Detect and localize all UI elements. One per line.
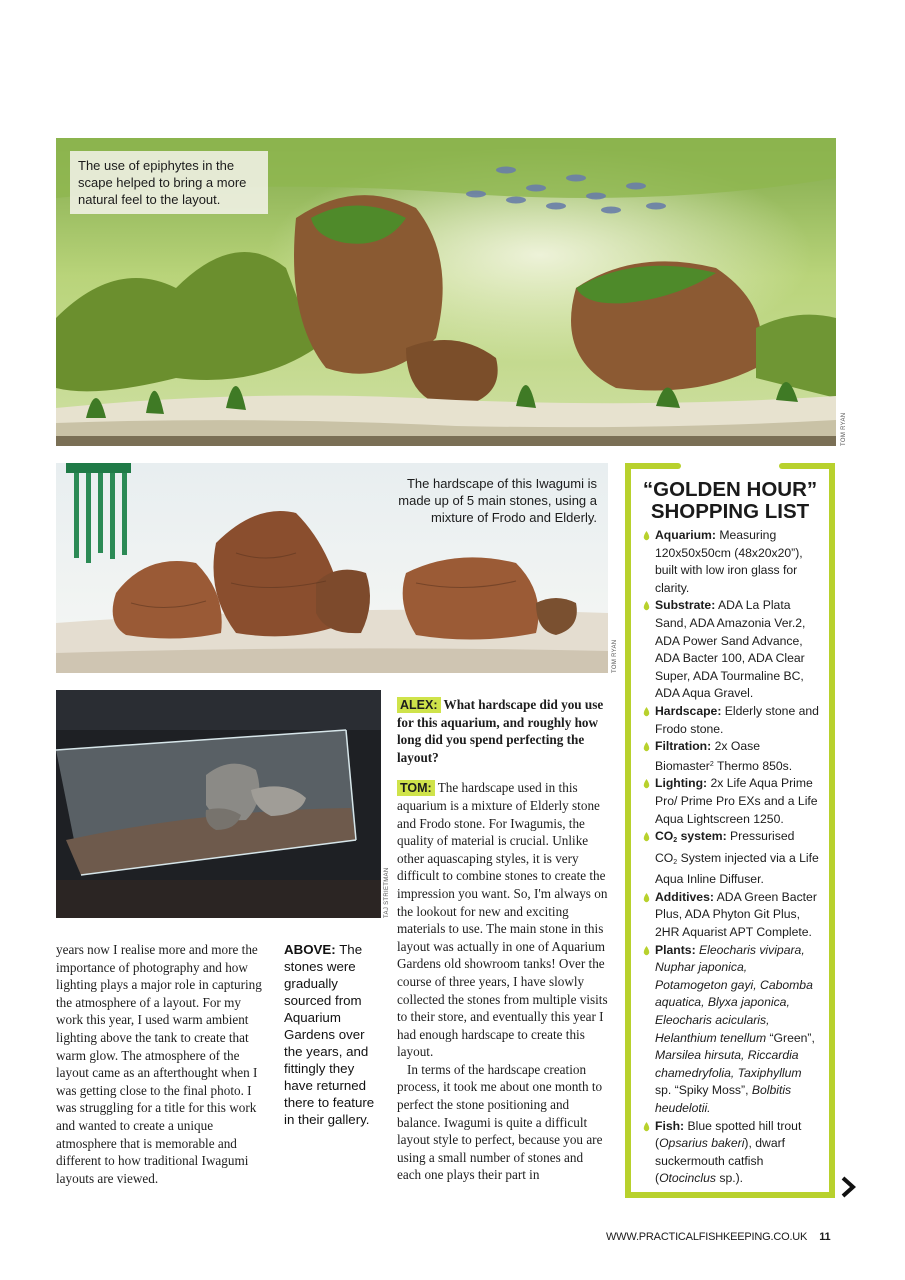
co2-label-a: CO bbox=[655, 829, 674, 844]
article-paragraph: years now I realise more and more the importance of photography and how lighting plays a major role in capturing the atmosphere of a layout. For my work this year, I used warm ambient lighting above the tank to create that warm glow. The atmosphere of the layout came as an afterthought when I was getting close to the final photo. I was struggling for a title for this work and wanted to create a unique atmosphere that is memorable and different to how traditional Iwagumi layouts are viewed. bbox=[56, 942, 262, 1186]
leaf-bullet-icon bbox=[643, 893, 650, 903]
fish-text-4: Otocinclus bbox=[659, 1171, 716, 1186]
footer-url: WWW.PRACTICALFISHKEEPING.CO.UK bbox=[606, 1231, 808, 1243]
lighting-label: Lighting: bbox=[655, 776, 708, 791]
filtration-superscript: 2 bbox=[709, 760, 714, 768]
co2-label bbox=[655, 829, 727, 843]
shopping-title-line-2: SHOPPING LIST bbox=[650, 500, 810, 523]
plants-text-1: Eleocharis vivipara, Nuphar japonica, Potamogeton gayi, Cabomba aquatica, Blyxa japonica, Eleocharis acicularis, Helanthium tenellum bbox=[655, 942, 813, 1045]
article-left-column bbox=[56, 941, 271, 1187]
co2-label-b: system: bbox=[677, 829, 727, 844]
list-item-fish bbox=[643, 1118, 819, 1188]
leaf-bullet-icon bbox=[643, 779, 650, 789]
page-number: 11 bbox=[819, 1231, 831, 1243]
answer-speaker-tag: TOM: bbox=[397, 780, 435, 796]
leaf-bullet-icon bbox=[643, 707, 650, 717]
co2-text-subscript: 2 bbox=[673, 858, 678, 866]
plants-label: Plants: bbox=[655, 942, 696, 957]
hardscape-text: Elderly stone and Frodo stone. bbox=[655, 703, 819, 736]
above-caption-label: ABOVE: bbox=[284, 942, 336, 957]
continue-arrow-icon bbox=[840, 1176, 856, 1198]
plants-text-4: sp. “Spiky Moss”, bbox=[655, 1083, 752, 1098]
empty-tank-photo-credit: TAJ STRIETMAN bbox=[384, 867, 390, 918]
substrate-text: ADA La Plata Sand, ADA Amazonia Ver.2, ADA Power Sand Advance, ADA Bacter 100, ADA Clear Super, ADA Tourmaline BC, ADA Aqua Gravel. bbox=[655, 598, 806, 701]
shopping-list-box bbox=[625, 463, 835, 1198]
answer-paragraph-1 bbox=[397, 779, 609, 1061]
plants-text-2: “Green”, bbox=[766, 1030, 815, 1045]
shopping-title-line-1: “GOLDEN HOUR” bbox=[642, 478, 818, 501]
shopping-list bbox=[631, 527, 829, 1188]
lighting-text: 2x Life Aqua Prime Pro/ Prime Pro EXs and a Life Aqua Lightscreen 1250. bbox=[655, 776, 818, 826]
hardscape-label: Hardscape: bbox=[655, 703, 722, 718]
list-item-plants bbox=[643, 942, 819, 1118]
filtration-text-a: 2x Oase Biomaster bbox=[655, 739, 760, 773]
list-item-hardscape bbox=[643, 703, 819, 738]
fish-text-1: Blue spotted hill trout ( bbox=[655, 1118, 802, 1151]
aquarium-text: Measuring 120x50x50cm (48x20x20”), built with low iron glass for clarity. bbox=[655, 528, 803, 595]
list-item-additives bbox=[643, 889, 819, 942]
plants-text-5: Bolbitis heudelotii. bbox=[655, 1083, 792, 1115]
fish-text-3: ), dwarf suckermouth catfish ( bbox=[655, 1136, 786, 1186]
fish-label: Fish: bbox=[655, 1118, 685, 1133]
interview-question bbox=[397, 696, 609, 766]
co2-text-b: System injected via a Life Aqua Inline Diffuser. bbox=[655, 850, 819, 887]
hardscape-photo-credit: TOM RYAN bbox=[612, 639, 618, 673]
page-footer bbox=[606, 1231, 830, 1243]
shopping-list-title bbox=[631, 479, 829, 523]
filtration-label: Filtration: bbox=[655, 739, 712, 754]
co2-label-subscript: 2 bbox=[673, 837, 678, 845]
list-item-co2 bbox=[643, 828, 819, 889]
hardscape-photo-caption: The hardscape of this Iwagumi is made up of 5 main stones, using a mixture of Frodo and Elderly. bbox=[398, 476, 597, 525]
empty-tank-illustration bbox=[56, 690, 381, 918]
co2-text-a: Pressurised CO bbox=[655, 829, 795, 865]
fish-text-5: sp.). bbox=[715, 1171, 744, 1186]
additives-text: ADA Green Bacter Plus, ADA Phyton Git Plus, 2HR Aquarist APT Complete. bbox=[655, 889, 817, 940]
fish-text-2: Opsarius bakeri bbox=[659, 1136, 745, 1151]
leaf-bullet-icon bbox=[643, 1122, 650, 1132]
answer-text-1: The hardscape used in this aquarium is a mixture of Elderly stone and Frodo stone. For Iwagumis, the quality of material is crucial. Unlike other aquascaping styles, it is very difficult to combine stones to create the impression you want. So, I'm always on the lookout for new and exciting materials to use. The main stone in this layout was actually in one of Aquarium Gardens old showroom tanks! Over the course of three years, I have slowly collected the stones from multiple visits to their store, and eventually this year I had enough hardscape to create this layout. bbox=[397, 780, 608, 1060]
leaf-bullet-icon bbox=[643, 601, 650, 611]
leaf-bullet-icon bbox=[643, 946, 650, 956]
hero-photo-caption: The use of epiphytes in the scape helped to bring a more natural feel to the layout. bbox=[70, 151, 268, 214]
question-speaker-tag: ALEX: bbox=[397, 697, 441, 713]
answer-paragraph-2: In terms of the hardscape creation process, it took me about one month to perfect the stone positioning and balance. Iwagumi is quite a difficult layout style to perfect, because you are using a small number of stones and each one plays their part in bbox=[397, 1061, 603, 1183]
article-right-column bbox=[397, 696, 609, 1184]
leaf-bullet-icon bbox=[643, 742, 650, 752]
aquarium-label: Aquarium: bbox=[655, 528, 716, 542]
list-item-filtration bbox=[643, 738, 819, 775]
leaf-bullet-icon bbox=[643, 832, 650, 842]
leaf-bullet-icon bbox=[643, 531, 650, 541]
substrate-label: Substrate: bbox=[655, 598, 716, 613]
question-text: What hardscape did you use for this aquarium, and roughly how long did you spend perfecting the layout? bbox=[397, 697, 604, 765]
additives-label: Additives: bbox=[655, 889, 714, 904]
empty-tank-photo bbox=[56, 690, 381, 918]
list-item-substrate bbox=[643, 597, 819, 703]
hero-photo-credit: TOM RYAN bbox=[841, 412, 847, 446]
list-item-lighting bbox=[643, 775, 819, 828]
above-caption-text: The stones were gradually sourced from Aquarium Gardens over the years, and fittingly they have returned there to feature in their gallery. bbox=[284, 942, 375, 1127]
filtration-text-b: Thermo 850s. bbox=[713, 758, 793, 773]
list-item-aquarium bbox=[643, 527, 819, 597]
plants-text-3: Marsilea hirsuta, Riccardia chamedryfolia, Taxiphyllum bbox=[655, 1048, 802, 1080]
above-photo-caption bbox=[284, 941, 384, 1128]
